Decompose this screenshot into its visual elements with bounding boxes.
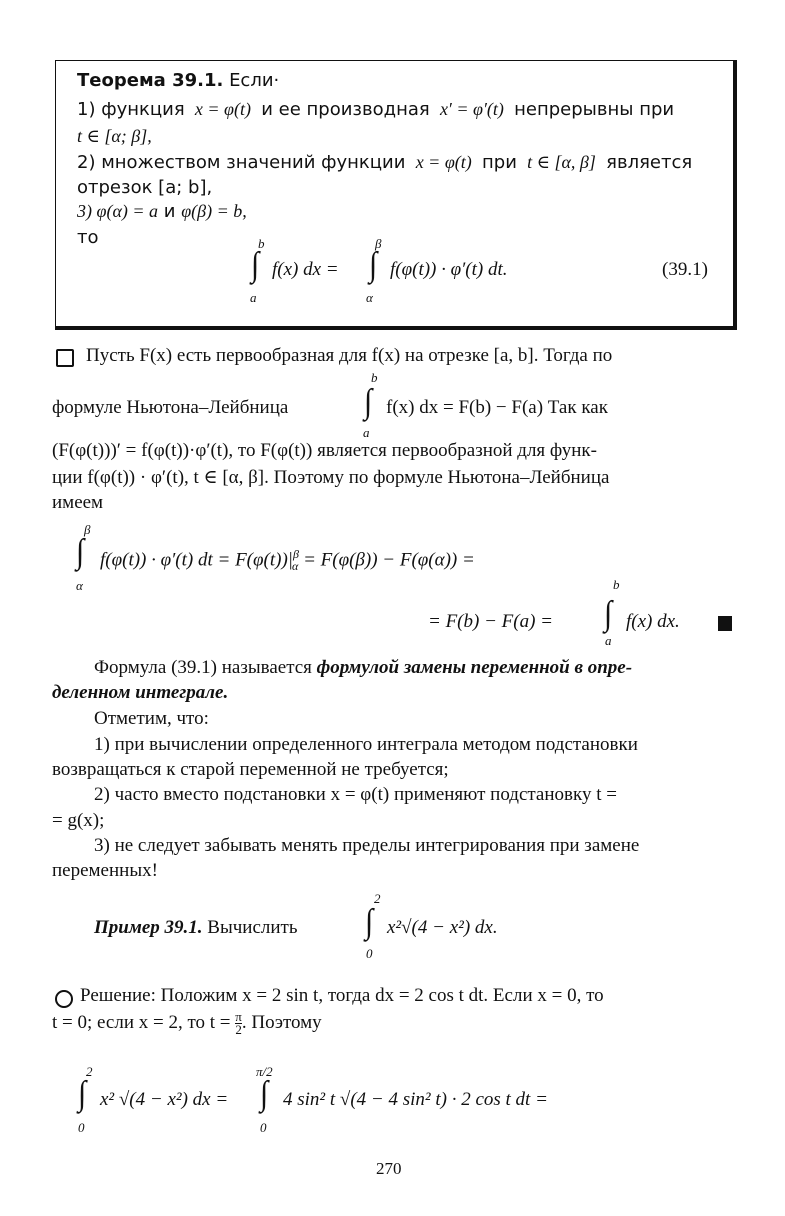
proof-start-icon xyxy=(56,349,74,367)
remark-item2-line2: = g(x); xyxy=(52,810,105,831)
remark-formula-term: формулой замены переменной в опре- xyxy=(316,657,633,678)
proof-line2b: f(x) dx = F(b) − F(a) Так как xyxy=(386,397,608,418)
cond2-text-b: при xyxy=(482,152,517,173)
proof-eq1 xyxy=(100,547,475,574)
limit-lower-alpha: α xyxy=(76,578,83,593)
cond1-text-c: непрерывны при xyxy=(514,99,675,120)
example-integrand: x²√(4 − x²) dx. xyxy=(387,917,498,938)
cond2-math-b: t ∈ [α, β] xyxy=(522,152,601,172)
solution-line2-text: t = 0; если x = 2, то t = xyxy=(52,1011,231,1033)
limit-upper-2: 2 xyxy=(374,891,381,906)
limit-lower-alpha: α xyxy=(366,290,373,305)
cond1-math-b: x′ = φ′(t) xyxy=(435,99,509,119)
integral-sign: ∫ xyxy=(260,1074,269,1113)
remark-item1-line2: возвращаться к старой переменной не требуется; xyxy=(52,759,449,780)
limit-lower-0: 0 xyxy=(260,1120,267,1135)
integral-sign: ∫ xyxy=(604,594,613,633)
proof-eq2: = F(b) − F(a) = xyxy=(428,611,553,632)
remark-item3-line2: переменных! xyxy=(52,860,158,881)
example-heading xyxy=(94,917,298,939)
limit-lower-a: a xyxy=(605,633,612,648)
limit-upper-beta: β xyxy=(84,522,91,537)
solution-eq-rhs: 4 sin² t √(4 − 4 sin² t) · 2 cos t dt = xyxy=(283,1089,548,1110)
qed-icon xyxy=(718,616,732,631)
integral-sign: ∫ xyxy=(78,1074,87,1113)
remark-item2-line1: 2) часто вместо подстановки x = φ(t) применяют подстановку t = xyxy=(94,784,617,805)
solution-eq-lhs: x² √(4 − x²) dx = xyxy=(100,1089,229,1110)
limit-lower-0: 0 xyxy=(78,1120,85,1135)
formula-lhs: f(x) dx = xyxy=(272,259,339,280)
proof-line3: (F(φ(t)))′ = f(φ(t))·φ′(t), то F(φ(t)) является первообразной для функ- xyxy=(52,440,597,461)
remark-item1-line1: 1) при вычислении определенного интеграла методом подстановки xyxy=(94,734,638,755)
proof-line1: Пусть F(x) есть первообразная для f(x) на отрезке [a, b]. Тогда по xyxy=(86,345,613,366)
cond1-text-b: и ее производная xyxy=(261,99,430,120)
integral-sign: ∫ xyxy=(251,245,260,284)
theorem-cond2-line1 xyxy=(77,152,692,173)
fraction-numerator: π xyxy=(235,1009,242,1024)
integral-sign: ∫ xyxy=(76,532,85,571)
proof-line5: имеем xyxy=(52,492,104,513)
cond1-text-a: 1) функция xyxy=(77,99,185,120)
formula-rhs: f(φ(t)) · φ′(t) dt. xyxy=(390,259,508,280)
theorem-heading xyxy=(77,70,279,91)
example-title: Пример 39.1. xyxy=(94,917,203,938)
theorem-cond1-line1 xyxy=(77,99,674,120)
solution-line1: Решение: Положим x = 2 sin t, тогда dx = 2 cos t dt. Если x = 0, то xyxy=(80,985,604,1006)
cond3-math-a: 3) φ(α) = a xyxy=(77,201,159,221)
cond2-text-c: является xyxy=(606,152,693,173)
proof-line2a: формуле Ньютона–Лейбница xyxy=(52,397,289,418)
cond3-math-b: φ(β) = b, xyxy=(181,201,247,221)
theorem-then: то xyxy=(77,227,99,248)
limit-upper-b: b xyxy=(258,236,265,251)
limit-lower-a: a xyxy=(250,290,257,305)
proof-eq1-main: f(φ(t)) · φ′(t) dt = F(φ(t))| xyxy=(100,549,294,571)
solution-start-icon xyxy=(55,990,73,1008)
limit-upper-b: b xyxy=(371,370,378,385)
integral-sign: ∫ xyxy=(365,902,374,941)
theorem-title-tail: Если· xyxy=(229,70,280,91)
remark-item3-line1: 3) не следует забывать менять пределы интегрирования при замене xyxy=(94,835,640,856)
remark-formula-text: Формула (39.1) называется xyxy=(94,657,312,678)
page-number: 270 xyxy=(376,1159,402,1178)
theorem-cond3 xyxy=(77,201,247,222)
theorem-cond1-line2: t ∈ [α; β], xyxy=(77,126,152,146)
solution-line2 xyxy=(52,1011,322,1036)
theorem-title: Теорема 39.1. xyxy=(77,70,224,91)
limit-upper-b: b xyxy=(613,577,620,592)
eval-lower: α xyxy=(292,559,299,574)
remark-note: Отметим, что: xyxy=(94,708,209,729)
cond1-math-a: x = φ(t) xyxy=(190,99,256,119)
solution-line2-tail: . Поэтому xyxy=(241,1011,322,1033)
cond2-text-a: 2) множеством значений функции xyxy=(77,152,406,173)
integral-sign: ∫ xyxy=(364,382,373,421)
proof-line4: ции f(φ(t)) · φ′(t), t ∈ [α, β]. Поэтому по формуле Ньютона–Лейбница xyxy=(52,467,610,488)
theorem-cond2-line2: отрезок [a; b], xyxy=(77,177,213,198)
limit-lower-a: a xyxy=(363,425,370,440)
proof-eq1-tail: = F(φ(β)) − F(φ(α)) = xyxy=(303,549,475,571)
limit-upper-pi-half: π/2 xyxy=(256,1064,273,1079)
cond2-math-a: x = φ(t) xyxy=(411,152,477,172)
cond3-and: и xyxy=(163,201,176,222)
fraction-pi-half xyxy=(235,1011,242,1036)
example-text: Вычислить xyxy=(207,917,298,938)
formula-number: (39.1) xyxy=(662,259,708,280)
fraction-denominator: 2 xyxy=(235,1022,242,1037)
integral-sign: ∫ xyxy=(369,245,378,284)
limit-upper-2: 2 xyxy=(86,1064,93,1079)
remark-formula-line2: деленном интеграле. xyxy=(52,682,229,703)
limit-upper-beta: β xyxy=(375,236,382,251)
proof-eq2-tail: f(x) dx. xyxy=(626,611,680,632)
eval-upper: β xyxy=(293,547,299,561)
limit-lower-0: 0 xyxy=(366,946,373,961)
remark-formula-line1 xyxy=(94,657,632,679)
